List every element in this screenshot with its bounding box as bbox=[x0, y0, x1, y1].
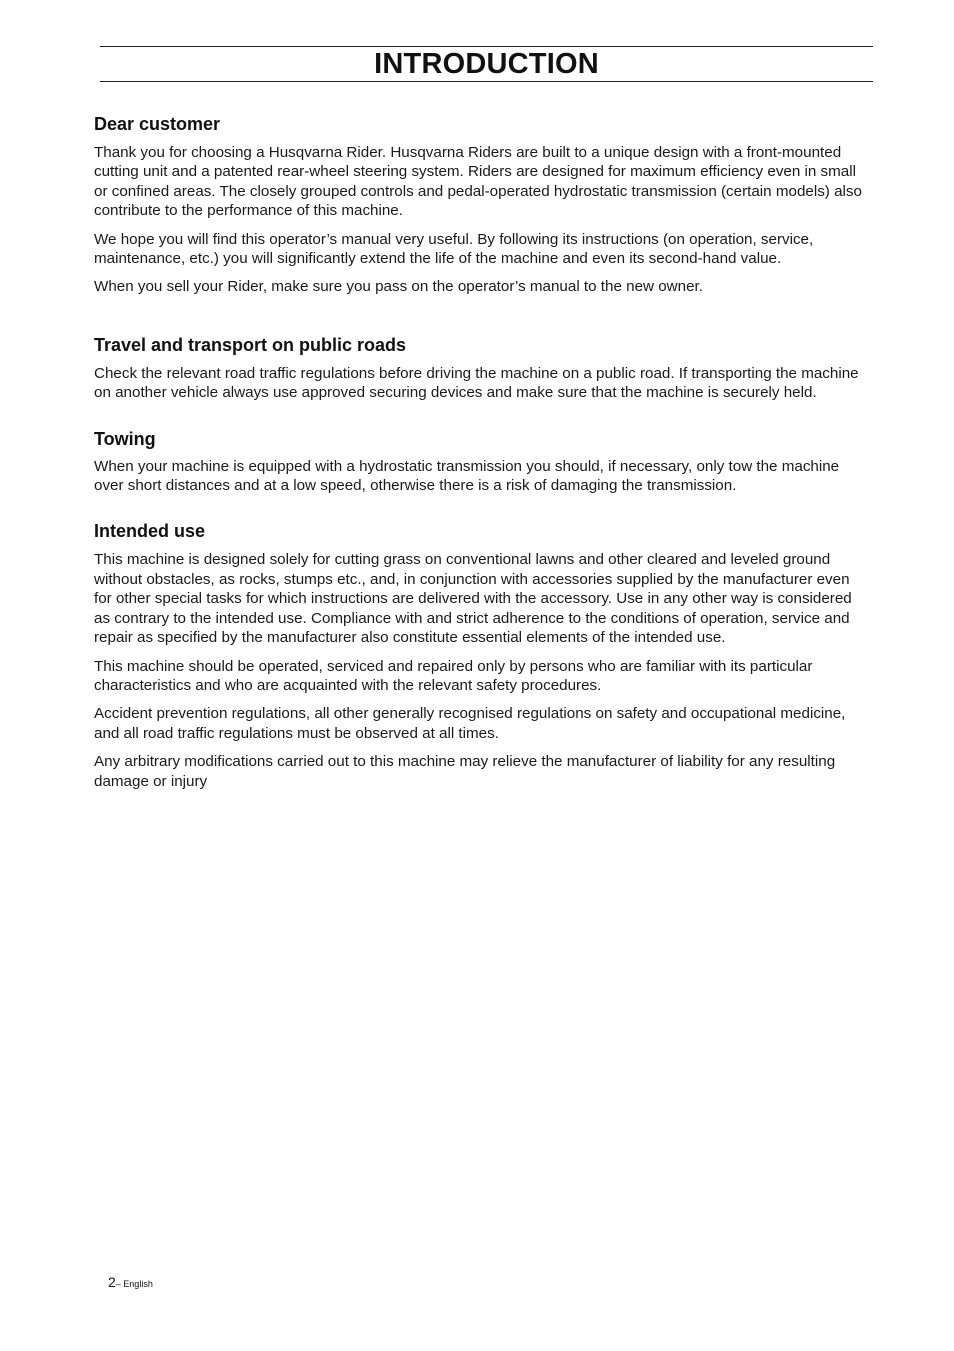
section-heading: Intended use bbox=[94, 521, 206, 542]
paragraph: Accident prevention regulations, all other generally recognised regulations on safety and occupational medicine, and all road traffic regulations must be observed at all times. bbox=[94, 705, 846, 742]
paragraph: When you sell your Rider, make sure you pass on the operator’s manual to the new owner. bbox=[94, 278, 703, 296]
paragraph: When your machine is equipped with a hydrostatic transmission you should, if necessary, only tow the machine over short distances and at a low speed, otherwise there is a risk of damaging the transmission. bbox=[94, 457, 840, 495]
section-towing bbox=[94, 425, 864, 496]
section-intended-use bbox=[94, 517, 864, 790]
section-heading: Towing bbox=[94, 428, 156, 449]
section-heading: Travel and transport on public roads bbox=[94, 334, 407, 355]
main-content bbox=[94, 110, 864, 791]
footer-language: – English bbox=[115, 1279, 153, 1289]
page-footer bbox=[108, 1273, 153, 1293]
section-heading: Dear customer bbox=[94, 114, 221, 134]
page-title-band bbox=[100, 46, 873, 82]
paragraph: This machine is designed solely for cutting grass on conventional lawns and other cleared and leveled ground without obstacles, as rocks, stumps etc., and, in conjunction with accessories supplied by the manufacturer even for other special tasks for which instructions are delivered with the accessory. Use in any other way is considered as contrary to the intended use. Compliance with and strict adherence to the conditions of operation, service and repair as specified by the manufacturer also constitute essential elements of the intended use. bbox=[94, 551, 852, 647]
section-travel-and-transport bbox=[94, 331, 864, 403]
page-number: 2 bbox=[108, 1274, 116, 1290]
page-title: INTRODUCTION bbox=[374, 48, 599, 80]
paragraph: We hope you will find this operator’s manual very useful. By following its instructions (on operation, service, maintenance, etc.) you will significantly extend the life of the machine and even its second-hand value. bbox=[94, 230, 814, 268]
section-dear-customer bbox=[94, 110, 864, 297]
paragraph: Any arbitrary modifications carried out to this machine may relieve the manufacturer of liability for any resulting damage or injury bbox=[94, 753, 836, 790]
paragraph: Thank you for choosing a Husqvarna Rider. Husqvarna Riders are built to a unique design with a front-mounted cutting unit and a patented rear-wheel steering system. Riders are designed for maximum efficiency even in small or confined areas. The closely grouped controls and pedal-operated hydrostatic transmission (certain models) also contribute to the performance of this machine. bbox=[94, 144, 862, 220]
paragraph: Check the relevant road traffic regulations before driving the machine on a public road. If transporting the machine on another vehicle always use approved securing devices and make sure that the machine is securely held. bbox=[94, 364, 859, 402]
paragraph: This machine should be operated, serviced and repaired only by persons who are familiar with its particular characteristics and who are acquainted with the relevant safety procedures. bbox=[94, 657, 813, 694]
